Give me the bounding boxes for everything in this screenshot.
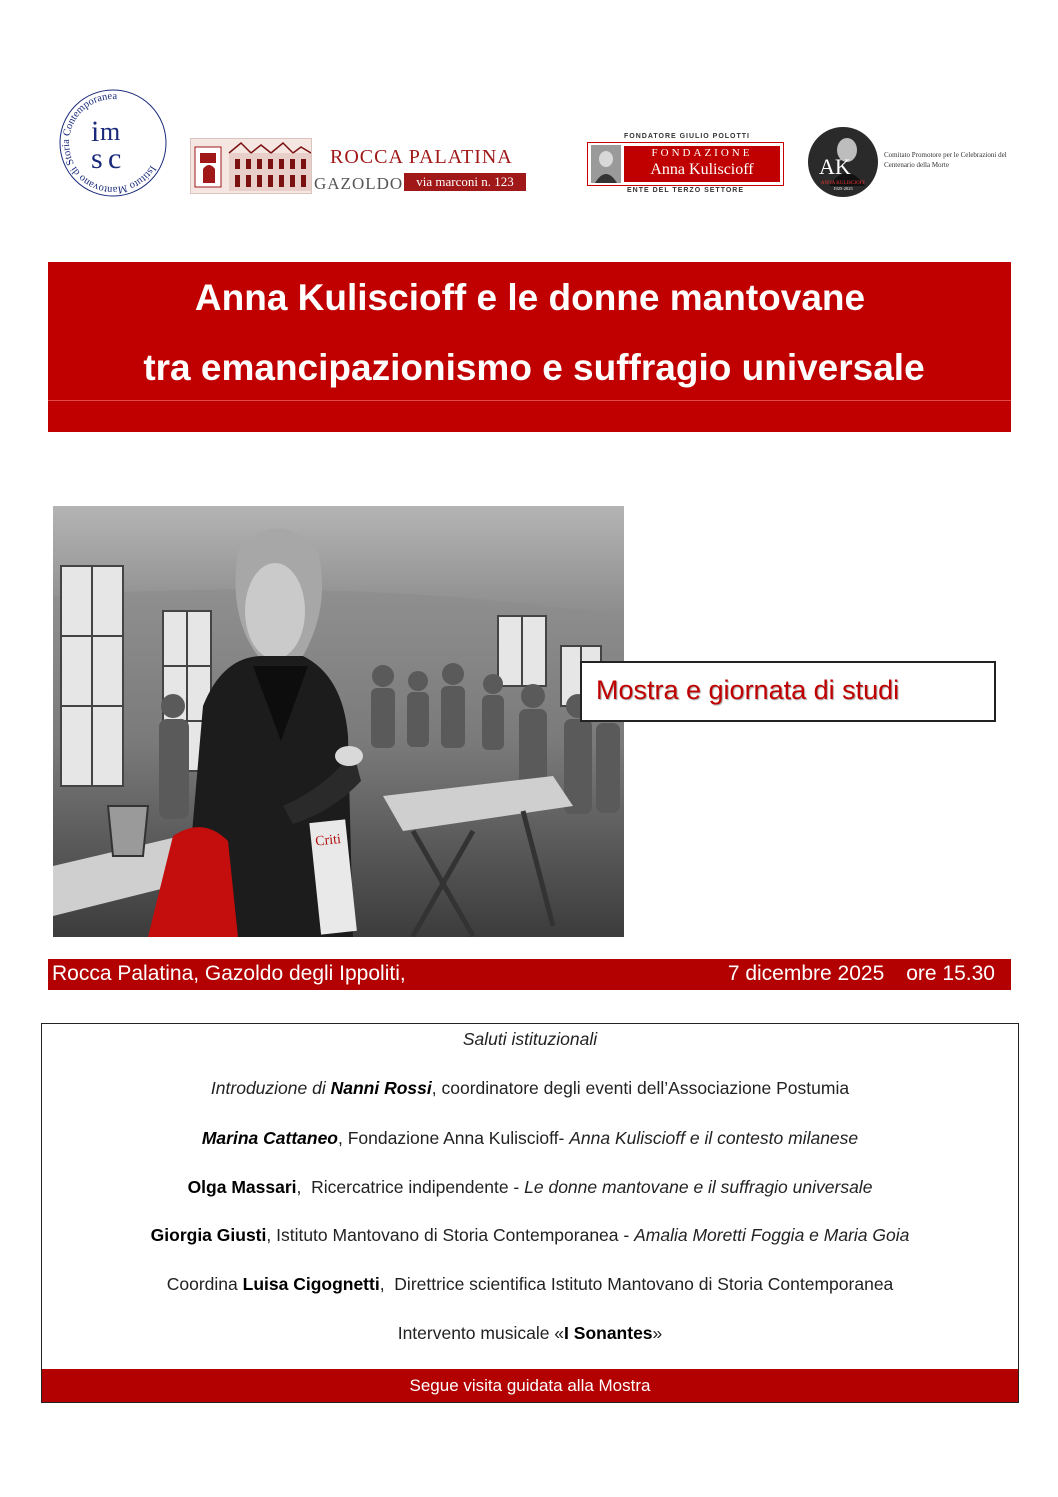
talk2-affiliation: , Ricercatrice indipendente - (296, 1177, 520, 1197)
talk2-speaker: Olga Massari (187, 1177, 297, 1197)
event-title-line-2 (0, 347, 1058, 389)
imsc-logo (58, 88, 168, 198)
program-talk-2 (42, 1177, 1018, 1198)
coord-speaker: Luisa Cigognetti (242, 1274, 380, 1294)
event-type-callout (580, 661, 996, 722)
music-ensemble: I Sonantes (564, 1323, 653, 1343)
fondazione-sector-text: ENTE DEL TERZO SETTORE (626, 187, 745, 194)
fondazione-name-panel (624, 146, 780, 182)
program-coordination (42, 1274, 1018, 1295)
event-title-1: Anna Kuliscioff e le donne mantovane (194, 277, 866, 318)
rocca-logo-address: via marconi n. 123 (404, 173, 526, 191)
fondazione-kuliscioff-logo (587, 133, 787, 197)
program-intro (42, 1078, 1018, 1099)
event-time: ore 15.30 (906, 962, 995, 985)
intro-speaker: Nanni Rossi (330, 1078, 432, 1098)
comitato-ak-logo (807, 126, 879, 198)
music-prefix: Intervento musicale « (397, 1323, 565, 1343)
talk1-title: Anna Kuliscioff e il contesto milanese (569, 1128, 859, 1148)
rocca-building-illustration (190, 138, 312, 194)
rocca-logo-title: ROCCA PALATINA (330, 146, 513, 168)
guided-tour-note: Segue visita guidata alla Mostra (42, 1369, 1018, 1402)
imsc-letter-i: i (91, 115, 100, 148)
fondazione-badge (587, 142, 784, 186)
event-datetime (706, 962, 995, 986)
program-box (41, 1023, 1019, 1403)
book-cover-text: Criti (314, 832, 342, 850)
fondazione-label: FONDAZIONE (651, 147, 753, 159)
imsc-letter-s: s (91, 142, 103, 175)
fondazione-name: Anna Kuliscioff (650, 161, 754, 178)
fondazione-founder-text: FONDATORE GIULIO POLOTTI (623, 133, 751, 140)
intro-prefix: Introduzione di (210, 1078, 326, 1098)
venue-date-bar (48, 959, 1011, 990)
imsc-ring-text: Istituto Mantovano di Storia Contemporanea (60, 90, 158, 196)
event-date: 7 dicembre 2025 (727, 962, 885, 985)
venue-place: Rocca Palatina, Gazoldo degli Ippoliti, (52, 962, 406, 985)
rocca-palatina-logo (190, 138, 530, 198)
coord-prefix: Coordina (166, 1274, 238, 1294)
intro-role: , coordinatore degli eventi dell’Associazione Postumia (431, 1078, 850, 1098)
music-suffix: » (652, 1323, 663, 1343)
talk3-speaker: Giorgia Giusti (150, 1225, 267, 1245)
comitato-text: Comitato Promotore per le Celebrazioni del Centenario della Morte (884, 151, 1007, 169)
coord-role: , Direttrice scientifica Istituto Mantovano di Storia Contemporanea (379, 1274, 894, 1294)
banner-divider (48, 400, 1011, 401)
event-poster-photo (53, 506, 624, 937)
event-title-2: tra emancipazionismo e suffragio universale (143, 347, 925, 388)
saluti-text: Saluti istituzionali (462, 1029, 598, 1049)
ak-name: ANNA KULISCIOFF (820, 181, 866, 186)
program-music (42, 1323, 1018, 1344)
imsc-letter-c: c (108, 142, 122, 175)
event-type-text: Mostra e giornata di studi (596, 675, 900, 705)
talk3-title: Amalia Moretti Foggia e Maria Goia (634, 1225, 910, 1245)
talk1-affiliation: , Fondazione Anna Kuliscioff- (338, 1128, 565, 1148)
program-talk-3 (42, 1225, 1018, 1246)
program-saluti (42, 1029, 1018, 1050)
talk1-speaker: Marina Cattaneo (201, 1128, 338, 1148)
talk2-title: Le donne mantovane e il suffragio universale (524, 1177, 873, 1197)
talk3-affiliation: , Istituto Mantovano di Storia Contemporanea - (266, 1225, 630, 1245)
rocca-logo-subtitle: GAZOLDO (314, 174, 404, 193)
portrait-thumbnail (591, 145, 621, 183)
imsc-letter-m: m (100, 117, 121, 146)
event-title-line-1 (0, 277, 1058, 319)
ak-years: 1925-2025 (833, 186, 853, 191)
ak-monogram: AK (819, 154, 851, 179)
program-talk-1 (42, 1128, 1018, 1149)
